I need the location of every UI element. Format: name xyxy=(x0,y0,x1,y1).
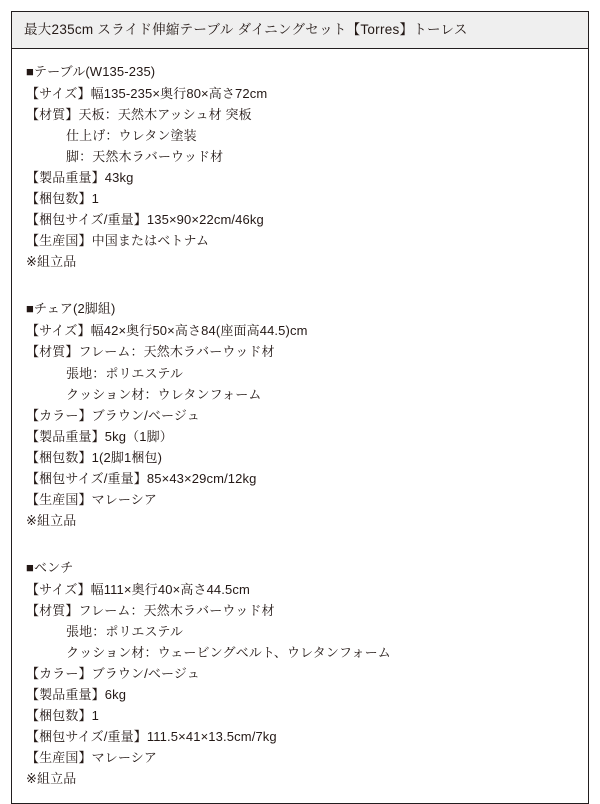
spec-line: 【梱包サイズ/重量】135×90×22cm/46kg xyxy=(26,212,264,228)
spec-line: 【製品重量】5kg（1脚） xyxy=(26,428,173,444)
spec-note: ※組立品 xyxy=(26,771,77,787)
specification-card xyxy=(11,11,589,804)
spec-line: 【梱包数】1 xyxy=(26,708,100,724)
spec-note: ※組立品 xyxy=(26,512,77,528)
spec-line: 脚：天然木ラバーウッド材 xyxy=(66,149,224,165)
page-title: 最大235cm スライド伸縮テーブル ダイニングセット【Torres】トーレス xyxy=(12,12,588,49)
spec-line: クッション材：ウェービングベルト、ウレタンフォーム xyxy=(66,645,391,661)
spec-line: 【製品重量】6kg xyxy=(26,687,127,703)
spec-line: 【梱包数】1(2脚1梱包) xyxy=(26,449,163,465)
spec-line: 【製品重量】43kg xyxy=(26,170,134,186)
spec-line: 【カラー】ブラウン/ベージュ xyxy=(26,407,200,423)
section-heading: ■ベンチ xyxy=(26,559,74,575)
spec-line: 【カラー】ブラウン/ベージュ xyxy=(26,666,200,682)
spec-line: 【材質】フレーム：天然木ラバーウッド材 xyxy=(26,602,275,618)
section-heading: ■チェア(2脚組) xyxy=(26,301,116,317)
spec-line: 【生産国】中国またはベトナム xyxy=(26,233,210,249)
spec-line: 【梱包数】1 xyxy=(26,191,100,207)
spec-line: 【梱包サイズ/重量】85×43×29cm/12kg xyxy=(26,470,257,486)
spec-section-table xyxy=(26,61,574,272)
spec-line: 【材質】フレーム：天然木ラバーウッド材 xyxy=(26,344,275,360)
spec-line: 【サイズ】幅111×奥行40×高さ44.5cm xyxy=(26,581,250,597)
spec-line: 【サイズ】幅135-235×奥行80×高さ72cm xyxy=(26,85,268,101)
spec-line: 【材質】天板：天然木アッシュ材 突板 xyxy=(26,106,252,122)
spec-line: 【生産国】マレーシア xyxy=(26,491,158,507)
spec-line: クッション材：ウレタンフォーム xyxy=(66,386,262,402)
spec-line: 【梱包サイズ/重量】111.5×41×13.5cm/7kg xyxy=(26,729,277,745)
spec-line: 【生産国】マレーシア xyxy=(26,750,158,766)
spec-note: ※組立品 xyxy=(26,254,77,270)
spec-section-bench xyxy=(26,557,574,790)
section-heading: ■テーブル(W135-235) xyxy=(26,63,156,79)
spec-line: 張地：ポリエステル xyxy=(66,365,184,381)
spec-section-chair xyxy=(26,298,574,531)
spec-line: 張地：ポリエステル xyxy=(66,624,184,640)
specification-body xyxy=(12,49,588,804)
spec-line: 仕上げ：ウレタン塗装 xyxy=(66,128,197,144)
spec-line: 【サイズ】幅42×奥行50×高さ84(座面高44.5)cm xyxy=(26,323,308,339)
